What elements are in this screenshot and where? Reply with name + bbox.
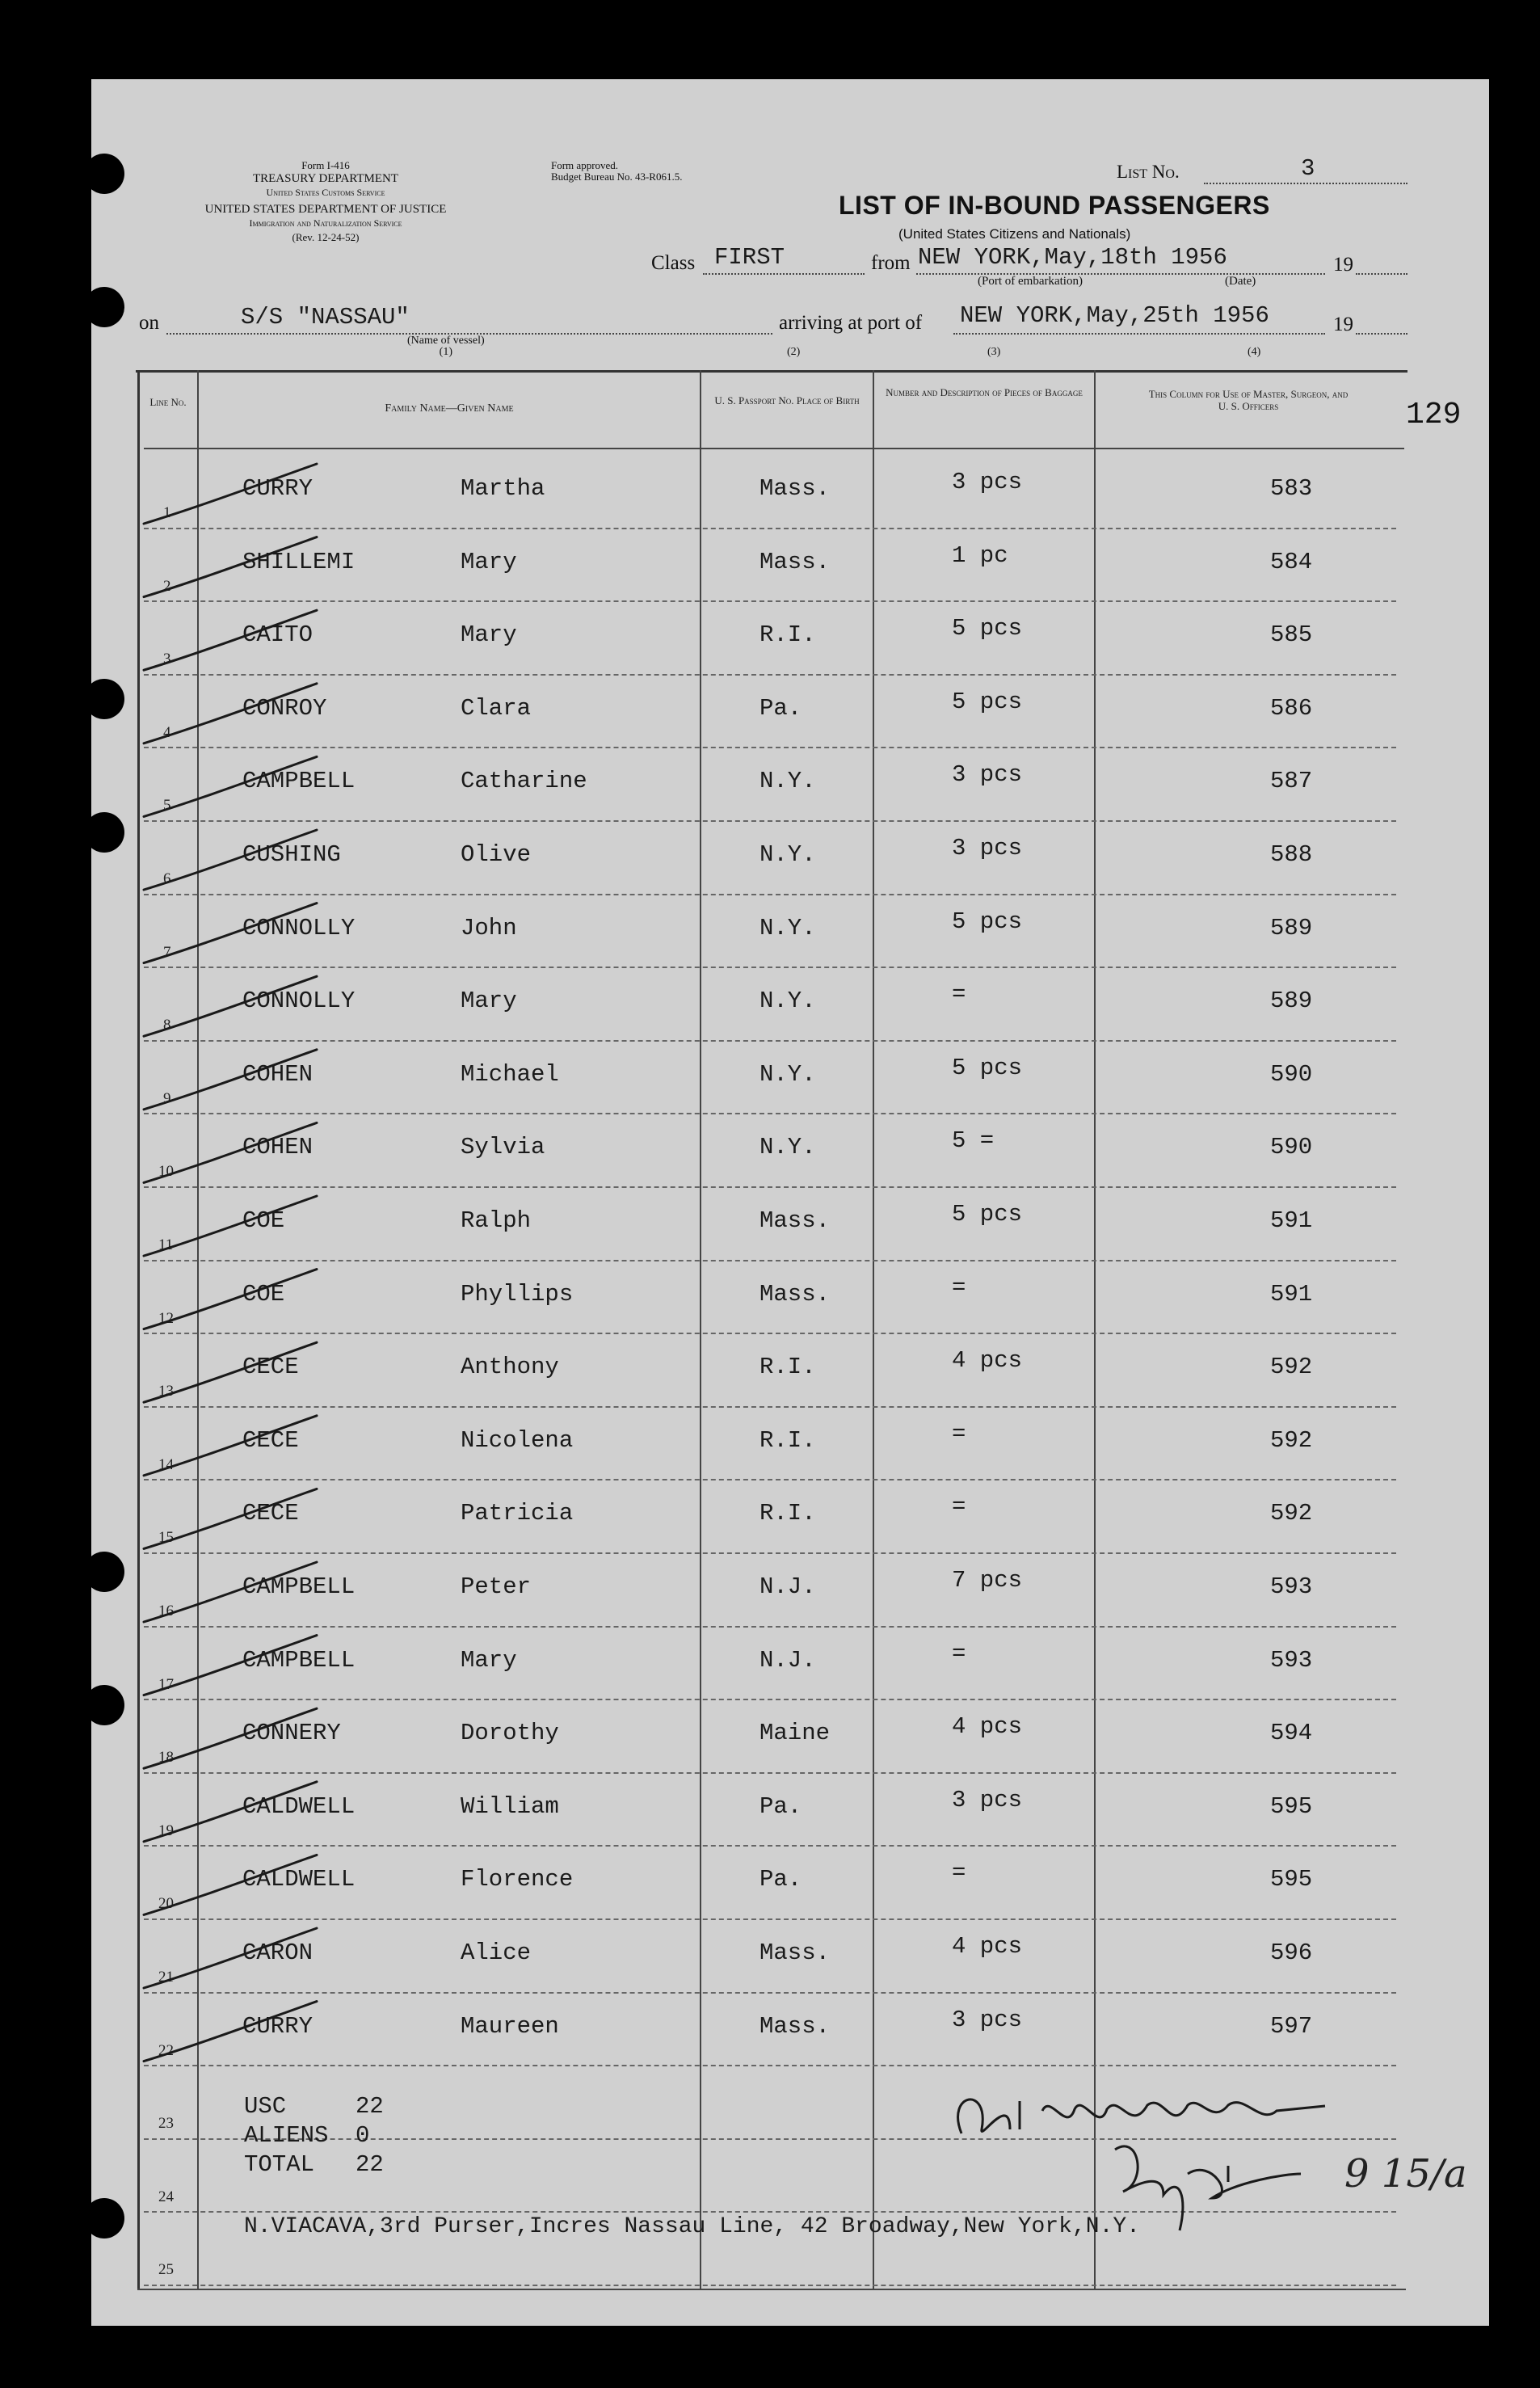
baggage: 4 pcs — [952, 1347, 1023, 1375]
inspector-initials — [1115, 2146, 1301, 2230]
family-name: CALDWELL — [242, 1866, 356, 1893]
usc-value: 22 — [356, 2093, 384, 2120]
given-name: Florence — [461, 1866, 574, 1893]
line-number: 3 — [163, 651, 171, 668]
family-name: CONNOLLY — [242, 914, 356, 941]
page-title: LIST OF IN-BOUND PASSENGERS — [839, 191, 1270, 220]
usc-label: USC — [244, 2093, 287, 2120]
check-mark — [144, 976, 317, 1036]
col-header-name: Family Name—Given Name — [385, 402, 514, 415]
place-of-birth: Mass. — [759, 1280, 831, 1308]
family-name: SHILLEMI — [242, 548, 356, 575]
given-name: Mary — [461, 1646, 517, 1674]
col-header-line-no: Line No. — [149, 396, 187, 408]
col-header-baggage: Number and Description of Pieces of Baggage — [886, 386, 1083, 398]
baggage: 3 pcs — [952, 2006, 1023, 2033]
officer-number: 585 — [1270, 621, 1313, 649]
immigration-service: Immigration and Naturalization Service — [249, 217, 402, 229]
line-number: 6 — [163, 870, 171, 887]
place-of-birth: N.Y. — [759, 1060, 816, 1088]
port-embarkation-caption: (Port of embarkation) — [978, 275, 1083, 288]
from-value: NEW YORK,May,18th 1956 — [918, 244, 1227, 271]
place-of-birth: R.I. — [759, 1354, 816, 1381]
officer-number: 596 — [1270, 1939, 1313, 1966]
family-name: CONNOLLY — [242, 988, 356, 1015]
place-of-birth: N.J. — [759, 1646, 816, 1674]
check-mark — [144, 464, 317, 524]
given-name: Clara — [461, 694, 532, 722]
family-name: CAMPBELL — [242, 768, 356, 795]
place-of-birth: Mass. — [759, 2012, 831, 2040]
place-of-birth: N.Y. — [759, 914, 816, 941]
baggage: 5 pcs — [952, 1054, 1023, 1081]
baggage: = — [952, 1420, 966, 1447]
handwritten-annotation: 9 15/a — [1344, 2151, 1467, 2196]
family-name: COE — [242, 1207, 285, 1234]
arriving-label: arriving at port of — [779, 312, 923, 334]
aliens-label: ALIENS — [244, 2122, 329, 2149]
baggage: = — [952, 1859, 966, 1887]
check-mark — [144, 610, 317, 670]
place-of-birth: Pa. — [759, 1792, 802, 1820]
vessel-caption-number: (1) — [439, 346, 452, 358]
line-number: 20 — [158, 1895, 174, 1913]
place-of-birth: R.I. — [759, 1426, 816, 1454]
check-mark — [144, 903, 317, 963]
class-label: Class — [651, 252, 696, 274]
on-label: on — [139, 312, 159, 334]
total-value: 22 — [356, 2151, 384, 2178]
line-number: 24 — [158, 2188, 174, 2205]
given-name: Mary — [461, 988, 517, 1015]
officer-number: 590 — [1270, 1134, 1313, 1161]
vessel-name: S/S "NASSAU" — [241, 304, 410, 331]
line-number: 10 — [158, 1163, 174, 1181]
arrival-value: NEW YORK,May,25th 1956 — [960, 302, 1269, 329]
baggage: 4 pcs — [952, 1933, 1023, 1960]
check-mark — [144, 1708, 317, 1768]
place-of-birth: Maine — [759, 1720, 831, 1747]
family-name: CAMPBELL — [242, 1573, 356, 1600]
place-of-birth: N.Y. — [759, 768, 816, 795]
given-name: John — [461, 914, 517, 941]
officer-number: 595 — [1270, 1792, 1313, 1820]
line-number: 21 — [158, 1969, 174, 1986]
check-mark — [144, 830, 317, 890]
baggage: 5 pcs — [952, 688, 1023, 715]
budget-bureau-number: Budget Bureau No. 43-R061.5. — [551, 171, 683, 183]
from-label: from — [871, 252, 911, 274]
given-name: Mary — [461, 621, 517, 649]
treasury-dept: TREASURY DEPARTMENT — [252, 172, 399, 185]
officer-number: 595 — [1270, 1866, 1313, 1893]
check-mark — [144, 684, 317, 743]
line-number: 11 — [158, 1236, 174, 1253]
page-number: 129 — [1406, 398, 1462, 432]
baggage: = — [952, 1274, 966, 1301]
place-of-birth: N.Y. — [759, 1134, 816, 1161]
baggage: = — [952, 1493, 966, 1521]
line-number: 13 — [158, 1383, 174, 1400]
form-number: Form I-416 — [301, 159, 350, 171]
justice-dept: UNITED STATES DEPARTMENT OF JUSTICE — [204, 203, 447, 216]
baggage: 4 pcs — [952, 1713, 1023, 1741]
officer-number: 592 — [1270, 1500, 1313, 1527]
given-name: Catharine — [461, 768, 587, 795]
check-mark — [144, 537, 317, 597]
column-caption: (3) — [987, 346, 1001, 358]
approval-line: Form approved. — [551, 159, 619, 171]
purser-line: N.VIACAVA,3rd Purser,Incres Nassau Line, 42 Broadway,New York,N.Y. — [244, 2214, 1140, 2239]
year-suffix: 19 — [1333, 254, 1353, 276]
line-number: 18 — [158, 1749, 174, 1767]
given-name: Phyllips — [461, 1280, 574, 1308]
check-mark — [144, 1782, 317, 1842]
family-name: CONROY — [242, 694, 327, 722]
given-name: Ralph — [461, 1207, 532, 1234]
list-no-value: 3 — [1301, 155, 1315, 182]
officer-number: 593 — [1270, 1573, 1313, 1600]
given-name: Alice — [461, 1939, 532, 1966]
line-number: 8 — [163, 1017, 171, 1034]
given-name: Michael — [461, 1060, 559, 1088]
officer-number: 586 — [1270, 694, 1313, 722]
family-name: COE — [242, 1280, 285, 1308]
given-name: William — [461, 1792, 559, 1820]
check-mark — [144, 1122, 317, 1182]
line-number: 9 — [163, 1089, 171, 1107]
line-number: 16 — [158, 1603, 174, 1619]
officer-number: 594 — [1270, 1720, 1313, 1747]
baggage: 3 pcs — [952, 469, 1023, 495]
check-mark — [144, 1342, 317, 1402]
officer-number: 589 — [1270, 988, 1313, 1015]
page-subtitle: (United States Citizens and Nationals) — [898, 226, 1131, 242]
list-no-label: List No. — [1117, 162, 1180, 182]
line-number: 1 — [163, 504, 171, 521]
baggage: 7 pcs — [952, 1567, 1023, 1594]
family-name: COHEN — [242, 1134, 313, 1161]
given-name: Dorothy — [461, 1720, 559, 1747]
column-caption: (2) — [787, 346, 801, 358]
officer-number: 593 — [1270, 1646, 1313, 1674]
officer-number: 587 — [1270, 768, 1313, 795]
line-number: 5 — [163, 797, 171, 815]
check-mark — [144, 1636, 317, 1695]
date-caption: (Date) — [1225, 275, 1256, 288]
place-of-birth: Mass. — [759, 475, 831, 502]
family-name: CECE — [242, 1500, 299, 1527]
family-name: CALDWELL — [242, 1792, 356, 1820]
inspector-signature — [958, 2100, 1325, 2133]
line-number: 15 — [158, 1529, 174, 1547]
officer-number: 583 — [1270, 475, 1313, 502]
line-number: 4 — [163, 723, 171, 741]
place-of-birth: N.Y. — [759, 841, 816, 868]
place-of-birth: Pa. — [759, 1866, 802, 1893]
family-name: CUSHING — [242, 841, 341, 868]
col-header-officers: This Column for Use of Master, Surgeon, and U. S. Officers — [1148, 388, 1349, 412]
baggage: 5 pcs — [952, 1201, 1023, 1228]
officer-number: 592 — [1270, 1354, 1313, 1381]
officer-number: 591 — [1270, 1280, 1313, 1308]
given-name: Sylvia — [461, 1134, 545, 1161]
place-of-birth: R.I. — [759, 621, 816, 649]
baggage: 5 pcs — [952, 908, 1023, 935]
class-value: FIRST — [714, 244, 785, 271]
family-name: CECE — [242, 1354, 299, 1381]
place-of-birth: Mass. — [759, 1207, 831, 1234]
family-name: CAMPBELL — [242, 1646, 356, 1674]
baggage: 1 pc — [952, 541, 1008, 569]
officer-number: 588 — [1270, 841, 1313, 868]
officer-number: 590 — [1270, 1060, 1313, 1088]
check-mark — [144, 1928, 317, 1988]
col-header-passport: U. S. Passport No. Place of Birth — [714, 394, 860, 406]
line-number: 22 — [158, 2041, 174, 2059]
given-name: Olive — [461, 841, 532, 868]
check-mark — [144, 1270, 317, 1329]
given-name: Peter — [461, 1573, 532, 1600]
baggage: 5 = — [952, 1127, 995, 1155]
column-caption: (4) — [1248, 346, 1261, 358]
officer-number: 589 — [1270, 914, 1313, 941]
place-of-birth: Mass. — [759, 1939, 831, 1966]
year-suffix: 19 — [1333, 314, 1353, 335]
line-number: 19 — [158, 1822, 174, 1839]
family-name: CURRY — [242, 2012, 313, 2040]
vessel-caption-text: (Name of vessel) — [407, 335, 485, 347]
place-of-birth: N.Y. — [759, 988, 816, 1015]
check-mark — [144, 1416, 317, 1476]
family-name: CURRY — [242, 475, 313, 502]
baggage: = — [952, 1640, 966, 1667]
baggage: 3 pcs — [952, 835, 1023, 861]
check-mark — [144, 1050, 317, 1110]
family-name: COHEN — [242, 1060, 313, 1088]
officer-number: 584 — [1270, 548, 1313, 575]
check-mark — [144, 1562, 317, 1622]
given-name: Maureen — [461, 2012, 559, 2040]
place-of-birth: N.J. — [759, 1573, 816, 1600]
line-number: 2 — [163, 577, 171, 595]
given-name: Anthony — [461, 1354, 559, 1381]
family-name: CONNERY — [242, 1720, 341, 1747]
check-mark — [144, 1196, 317, 1256]
baggage: 3 pcs — [952, 1786, 1023, 1813]
family-name: CARON — [242, 1939, 313, 1966]
line-number: 7 — [163, 943, 171, 961]
check-mark — [144, 1489, 317, 1548]
given-name: Mary — [461, 548, 517, 575]
place-of-birth: Mass. — [759, 548, 831, 575]
family-name: CAITO — [242, 621, 313, 649]
line-number: 14 — [158, 1455, 174, 1473]
given-name: Patricia — [461, 1500, 574, 1527]
customs-service: United States Customs Service — [266, 187, 385, 198]
given-name: Martha — [461, 475, 545, 502]
officer-number: 597 — [1270, 2012, 1313, 2040]
baggage: = — [952, 981, 966, 1009]
given-name: Nicolena — [461, 1426, 574, 1454]
line-number: 17 — [158, 1675, 174, 1693]
baggage: 3 pcs — [952, 761, 1023, 789]
line-number: 23 — [158, 2115, 174, 2133]
place-of-birth: Pa. — [759, 694, 802, 722]
check-mark — [144, 756, 317, 816]
baggage: 5 pcs — [952, 615, 1023, 642]
form-revision: (Rev. 12-24-52) — [292, 231, 360, 243]
aliens-value: 0 — [356, 2122, 370, 2149]
check-mark — [144, 1855, 317, 1914]
officer-number: 591 — [1270, 1207, 1313, 1234]
check-mark — [144, 2002, 317, 2062]
family-name: CECE — [242, 1426, 299, 1454]
total-label: TOTAL — [244, 2151, 315, 2178]
place-of-birth: R.I. — [759, 1500, 816, 1527]
line-number: 25 — [158, 2261, 174, 2279]
line-number: 12 — [158, 1309, 174, 1327]
officer-number: 592 — [1270, 1426, 1313, 1454]
